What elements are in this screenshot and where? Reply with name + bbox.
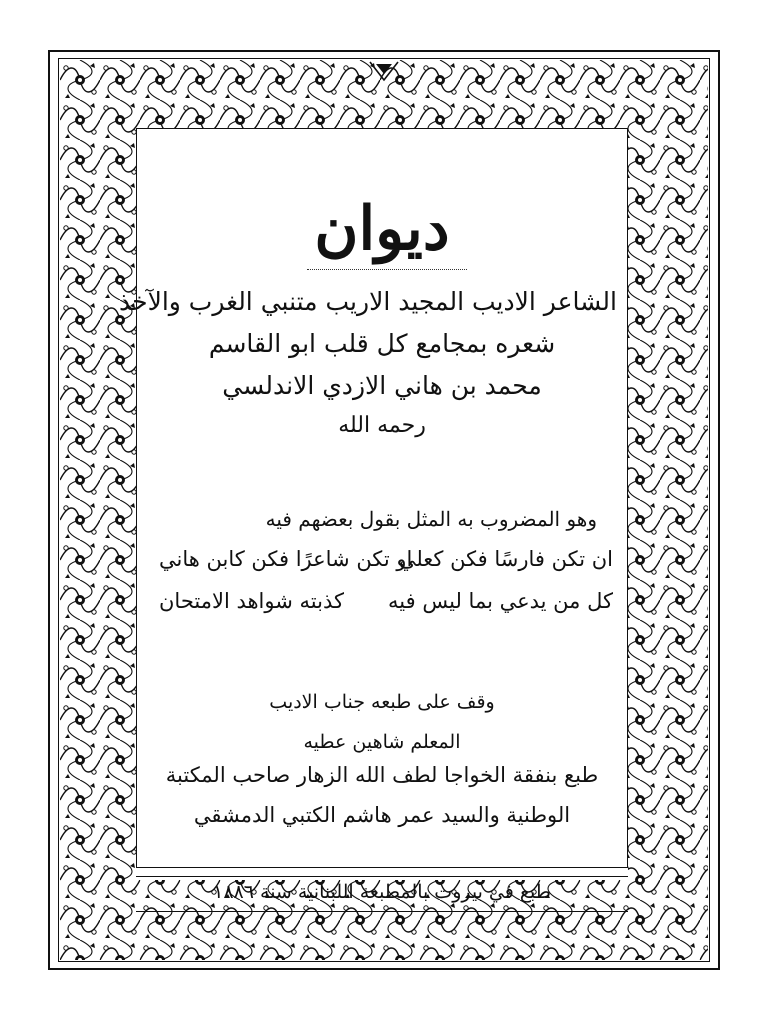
publisher-line-3: طبع بنفقة الخواجا لطف الله الزهار صاحب المكتبة xyxy=(165,763,599,787)
publisher-line-1: وقف على طبعه جناب الاديب xyxy=(269,691,495,713)
verse-2-first-hemistich: كل من يدعي بما ليس فيه xyxy=(388,589,613,613)
verse-1-first-hemistich: ان تكن فارسًا فكن كعلي xyxy=(398,547,613,571)
subtitle-line-1: الشاعر الاديب المجيد الاريب متنبي الغرب والآخذ xyxy=(119,287,617,316)
author-name: محمد بن هاني الازدي الاندلسي xyxy=(222,371,542,400)
title-underline xyxy=(307,269,467,270)
title-page-panel xyxy=(119,128,628,868)
verse-2-second-hemistich: كذبته شواهد الامتحان xyxy=(159,589,344,613)
invocation: رحمه الله xyxy=(338,413,426,438)
publisher-line-4: الوطنية والسيد عمر هاشم الكتبي الدمشقي xyxy=(193,803,571,827)
book-title: ديوان xyxy=(314,194,450,264)
imprint-panel xyxy=(136,876,628,912)
imprint-line: طبع في بيروت بالمطبعة اللبنانية سنة ١٨٨٦ xyxy=(213,881,551,903)
verse-1-second-hemistich: او تكن شاعرًا فكن كابن هاني xyxy=(159,547,413,571)
publisher-line-2: المعلم شاهين عطيه xyxy=(303,731,461,753)
subtitle-line-2: شعره بمجامع كل قلب ابو القاسم xyxy=(208,329,556,358)
verse-intro: وهو المضروب به المثل بقول بعضهم فيه xyxy=(265,507,597,531)
